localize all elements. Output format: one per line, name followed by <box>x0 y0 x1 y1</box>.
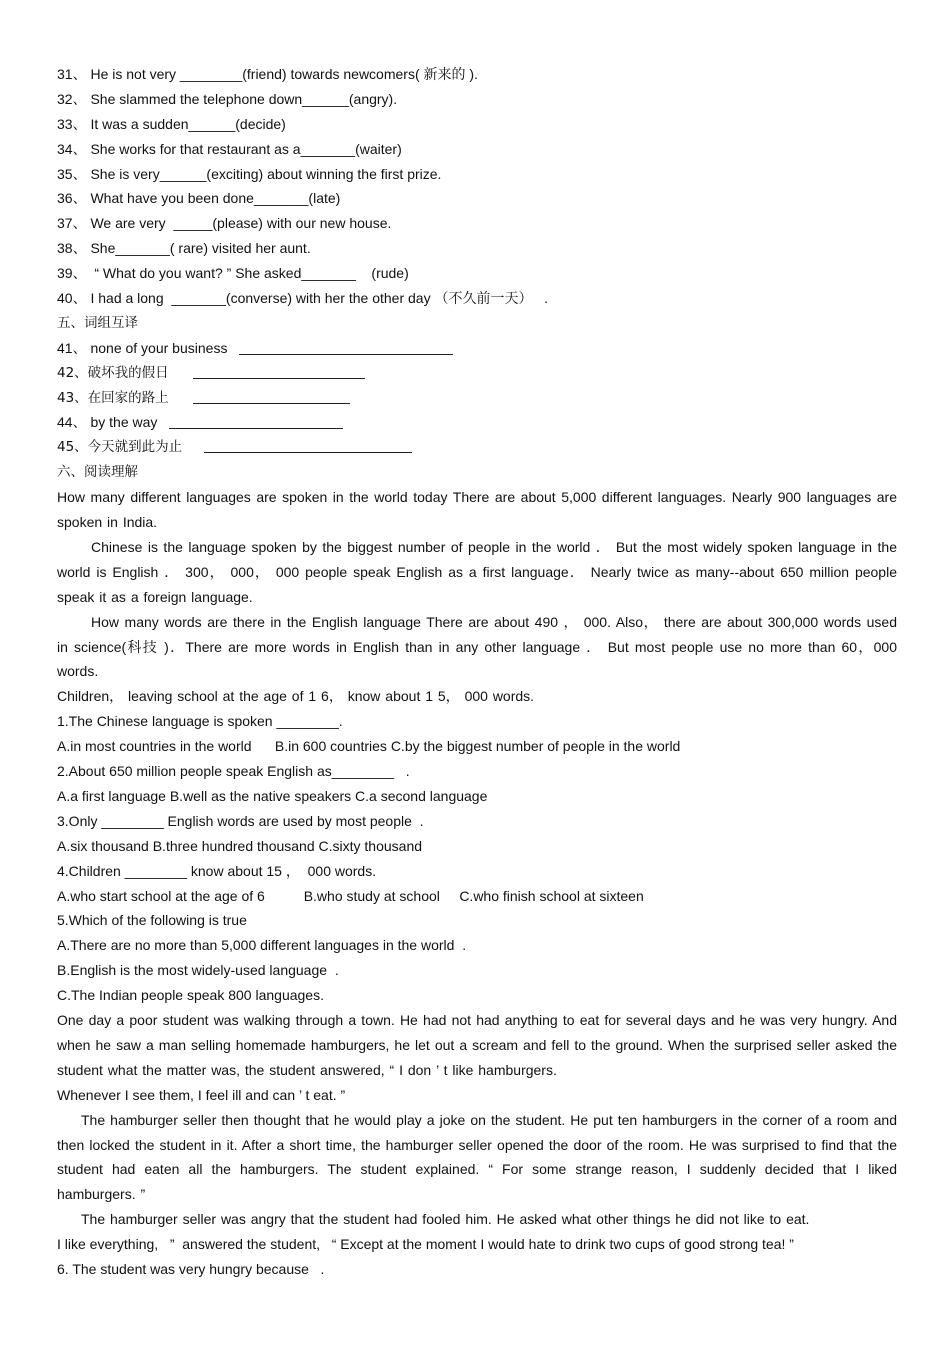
exercise-33: 33、 It was a sudden______(decide) <box>57 115 286 132</box>
phrase-43-text: 43、在回家的路上 <box>57 389 169 406</box>
phrase-45 <box>57 435 897 460</box>
question-3-options: A.six thousand B.three hundred thousand C.sixty thousand <box>57 837 423 854</box>
passage-2-quote-end: Whenever I see them, I feel ill and can ’ t eat. ” <box>57 1086 346 1103</box>
question-2: 2.About 650 million people speak English as________ . <box>57 763 410 780</box>
passage-2-paragraph-1 <box>57 1008 897 1083</box>
exercise-34: 34、 She works for that restaurant as a_______(waiter) <box>57 140 402 157</box>
passage-1-paragraph-3: How many words are there in the English language There are about 490 ， 000. Also， there are about 300,000 words used in science(科技 )．There are more words in English than in any other language ． But most people use no more than 60，000 words. <box>57 613 897 680</box>
phrase-43 <box>57 386 897 411</box>
phrase-41 <box>57 336 897 361</box>
passage-1-paragraph-4: Children， leaving school at the age of 1 6， know about 1 5， 000 words. <box>57 688 535 705</box>
phrase-44-text: 44、 by the way <box>57 414 158 431</box>
reading-passage-1 <box>57 485 897 709</box>
reading-passage-2 <box>57 1008 897 1282</box>
passage-2-quote-start: “ I don ’ t like hamburgers. <box>389 1061 557 1078</box>
answer-blank-45[interactable] <box>204 438 412 453</box>
section-5-heading: 五、词组互译 <box>57 314 138 331</box>
passage-2-paragraph-4: I like everything, ” answered the student, “ Except at the moment I would hate to drink two cups of good strong tea! ” <box>57 1236 794 1253</box>
exercise-32: 32、 She slammed the telephone down______(angry). <box>57 90 398 107</box>
passage-1-paragraph-2: Chinese is the language spoken by the biggest number of people in the world ． But the most widely spoken language in the world is English ． 300， 000， 000 people speak English as a first language． Nearly twice as many--about 650 million people speak it as a foreign language. <box>57 538 897 605</box>
answer-blank-41[interactable] <box>239 340 453 355</box>
section-6-heading: 六、阅读理解 <box>57 464 138 481</box>
question-3: 3.Only ________ English words are used by most people . <box>57 812 424 829</box>
exercise-35: 35、 She is very______(exciting) about winning the first prize. <box>57 165 442 182</box>
answer-blank-43[interactable] <box>193 389 350 404</box>
phrase-44 <box>57 410 897 435</box>
exercise-31: 31、 He is not very ________(friend) towards newcomers( 新来的 ). <box>57 66 478 82</box>
question-2-options: A.a first language B.well as the native speakers C.a second language <box>57 787 488 804</box>
passage-1-paragraph-1: How many different languages are spoken in the world today There are about 5,000 different languages. Nearly 900 languages are spoken in India. <box>57 489 897 531</box>
exercise-36: 36、 What have you been done_______(late) <box>57 190 341 207</box>
question-4-options: A.who start school at the age of 6 B.who study at school C.who finish school at sixteen <box>57 887 644 904</box>
answer-blank-42[interactable] <box>193 364 365 379</box>
question-1: 1.The Chinese language is spoken ________. <box>57 713 343 730</box>
phrase-42 <box>57 361 897 386</box>
passage-2-paragraph-2: The hamburger seller then thought that he would play a joke on the student. He put ten hamburgers in the corner of a room and then locked the student in it. After a short time, the hamburger seller opened the door of the room. He was surprised to find that the student had eaten all the hamburgers. The student explained. “ For some strange reason, I suddenly decided that I liked hamburgers. ” <box>57 1111 897 1203</box>
answer-blank-44[interactable] <box>169 414 343 429</box>
passage-2-paragraph-3: The hamburger seller was angry that the student had fooled him. He asked what other things he did not like to eat. <box>81 1211 810 1228</box>
exercise-37: 37、 We are very _____(please) with our new house. <box>57 215 392 232</box>
phrase-41-text: 41、 none of your business <box>57 339 228 356</box>
phrase-translation-list <box>57 336 897 460</box>
question-5-option-c: C.The Indian people speak 800 languages. <box>57 987 324 1004</box>
question-5-option-b: B.English is the most widely-used language . <box>57 962 339 979</box>
exercise-list <box>57 62 897 311</box>
question-5: 5.Which of the following is true <box>57 912 247 929</box>
phrase-42-text: 42、破坏我的假日 <box>57 364 169 381</box>
question-6: 6. The student was very hungry because . <box>57 1261 325 1278</box>
exercise-39: 39、 “ What do you want? ” She asked_______ (rude) <box>57 265 409 282</box>
question-5-option-a: A.There are no more than 5,000 different languages in the world . <box>57 937 467 954</box>
reading-questions <box>57 709 897 1008</box>
passage-2-paragraph-1-text: One day a poor student was walking through a town. He had not had anything to eat for several days and he was very hungry. And when he saw a man selling homemade hamburgers, he let out a scream and fell to the ground. When the surprised seller asked the student what the matter was, the student answered, <box>57 1011 897 1078</box>
phrase-45-text: 45、今天就到此为止 <box>57 439 183 456</box>
exercise-40: 40、 I had a long _______(converse) with her the other day （不久前一天） . <box>57 290 549 307</box>
question-1-options: A.in most countries in the world B.in 600 countries C.by the biggest number of people in the world <box>57 738 681 755</box>
worksheet-page <box>57 62 897 1282</box>
exercise-38: 38、 She_______( rare) visited her aunt. <box>57 240 311 257</box>
question-4: 4.Children ________ know about 15 ， 000 words. <box>57 862 377 879</box>
